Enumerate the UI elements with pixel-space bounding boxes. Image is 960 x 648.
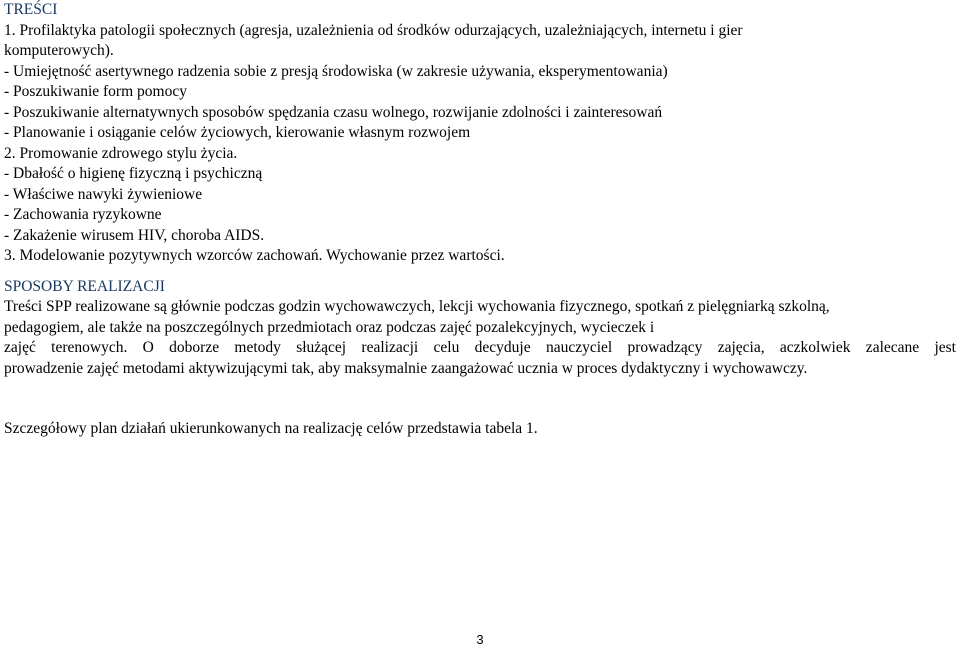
sposoby-line: zajęć terenowych. O doborze metody służącej realizacji celu decyduje nauczyciel prowadzący zajęcia, aczkolwiek zalecane jest [4, 339, 956, 356]
tresci-line: 2. Promowanie zdrowego stylu życia. [4, 144, 238, 162]
tresci-line: - Poszukiwanie form pomocy [4, 83, 187, 100]
sposoby-paragraph [4, 297, 956, 379]
tresci-list [4, 21, 956, 267]
tresci-line: 3. Modelowanie pozytywnych wzorców zachowań. Wychowanie przez wartości. [4, 247, 505, 264]
sposoby-line: pedagogiem, ale także na poszczególnych przedmiotach oraz podczas zajęć pozalekcyjnych, wycieczek i [4, 318, 655, 336]
sposoby-line: Treści SPP realizowane są głównie podczas godzin wychowawczych, lekcji wychowania fizycznego, spotkań z pielęgniarką szkolną, [4, 298, 830, 315]
tresci-line: - Planowanie i osiąganie celów życiowych, kierowanie własnym rozwojem [4, 124, 471, 141]
sposoby-line: prowadzenie zajęć metodami aktywizującymi tak, aby maksymalnie zaangażować ucznia w proces dydaktyczny i wychowawczy. [4, 359, 808, 377]
tresci-line: komputerowych). [4, 42, 114, 59]
section-heading-tresci: TREŚCI [4, 1, 58, 18]
tresci-line: - Dbałość o higienę fizyczną i psychiczną [4, 165, 263, 182]
tresci-line: 1. Profilaktyka patologii społecznych (agresja, uzależnienia od środków odurzających, uzależniających, internetu i gier [4, 21, 743, 39]
closing-sentence: Szczegółowy plan działań ukierunkowanych na realizację celów przedstawia tabela 1. [4, 420, 538, 437]
page-number: 3 [476, 632, 484, 647]
tresci-line: - Właściwe nawyki żywieniowe [4, 185, 203, 203]
document-page [4, 0, 956, 440]
tresci-line: - Poszukiwanie alternatywnych sposobów spędzania czasu wolnego, rozwijanie zdolności i zainteresowań [4, 103, 663, 121]
section-heading-sposoby: SPOSOBY REALIZACJI [4, 277, 165, 295]
tresci-line: - Umiejętność asertywnego radzenia sobie z presją środowiska (w zakresie używania, eksperymentowania) [4, 62, 668, 80]
tresci-line: - Zakażenie wirusem HIV, choroba AIDS. [4, 226, 265, 244]
tresci-line: - Zachowania ryzykowne [4, 206, 162, 223]
